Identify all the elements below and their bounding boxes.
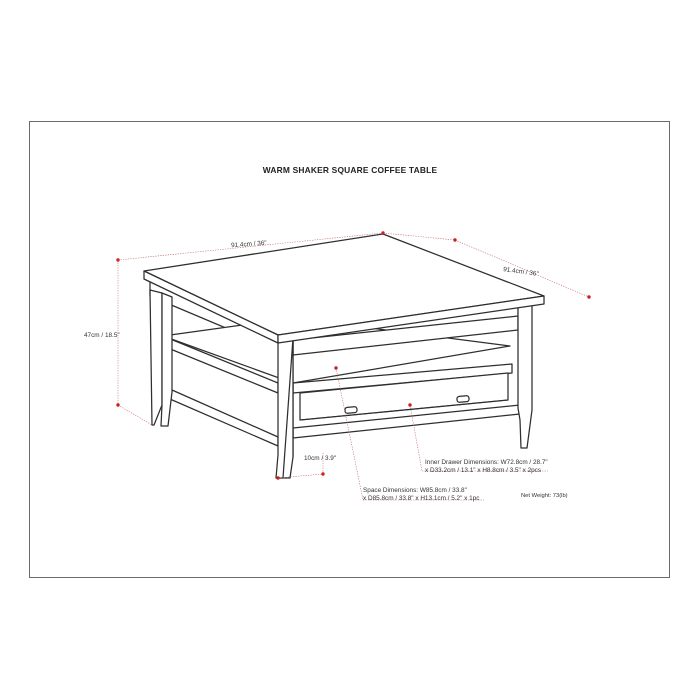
space-label-line2: x D85.8cm / 33.8" x H13.1cm / 5.2" x 1pc — [363, 495, 480, 502]
front-right-leg — [518, 303, 532, 448]
dim-leg-marker-left — [276, 476, 279, 479]
width-label: 91.4cm / 36" — [230, 239, 267, 250]
inner-drawer-label-line1: Inner Drawer Dimensions: W72.8cm / 28.7" — [425, 459, 548, 466]
dim-depth-marker-bottom — [587, 295, 590, 298]
height-label: 47cm / 18.5" — [84, 332, 120, 339]
dim-height-marker-bottom — [116, 403, 119, 406]
dim-space-marker — [334, 366, 337, 369]
net-weight-label: Net Weight: 73(lb) — [521, 493, 568, 499]
dim-width-marker-right — [381, 231, 384, 234]
space-label-line1: Space Dimensions: W85.8cm / 33.8" — [363, 487, 467, 494]
front-left-leg-side — [150, 290, 162, 425]
dim-depth-marker-top — [453, 238, 456, 241]
dim-height-ext-bottom — [118, 405, 152, 425]
diagram-title: WARM SHAKER SQUARE COFFEE TABLE — [262, 165, 438, 175]
dim-leg-marker-right — [321, 472, 324, 475]
dim-drawer-marker — [408, 403, 411, 406]
depth-label: 91.4cm / 36" — [502, 266, 540, 278]
right-drawer-handle — [457, 395, 469, 402]
left-drawer-handle — [345, 406, 357, 413]
back-left-leg-face — [161, 293, 172, 426]
inner-drawer-label-line2: x D33.2cm / 13.1" x H8.8cm / 3.5" x 2pcs — [425, 467, 542, 474]
left-bottom-rail — [163, 386, 278, 446]
table-drawing — [144, 234, 544, 478]
leg-width-label: 10cm / 3.9" — [304, 455, 337, 462]
